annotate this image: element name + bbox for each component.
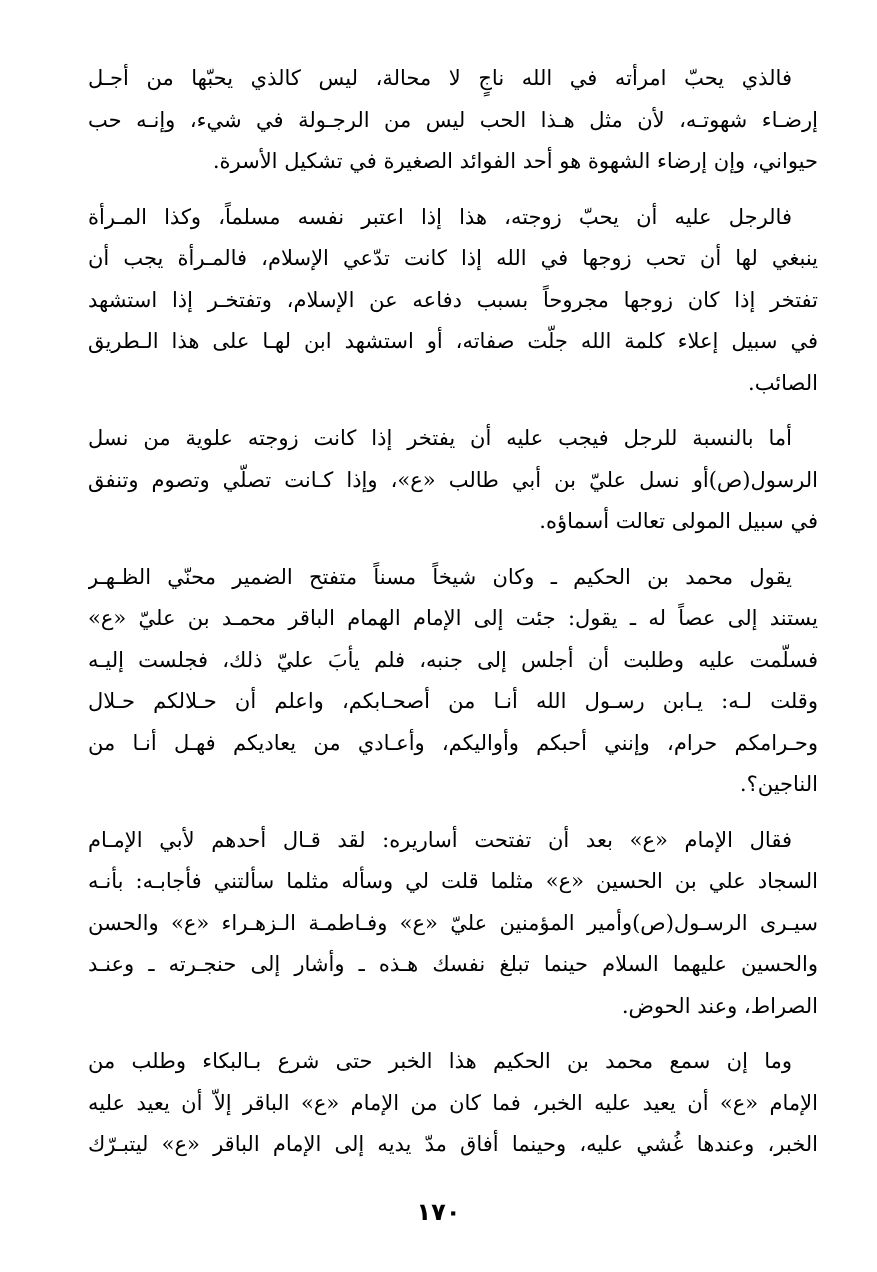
page-body [88, 58, 818, 1178]
page-number: ١٧٠ [416, 1198, 461, 1226]
text-line: تفتخر إذا كان زوجها مجروحاً بسبب دفاعه عن الإسلام، وتفتخـر إذا استشهد [88, 287, 818, 312]
text-line: ينبغي لها أن تحب زوجها في الله إذا كانت تدّعي الإسلام، فالمـرأة يجب أن [88, 246, 818, 270]
text-line: في سبيل المولى تعالت أسماؤه. [539, 509, 818, 533]
text-line: فقال الإمام «ع» بعد أن تفتحت أساريره: لقد قـال أحدهم لأبي الإمـام [88, 827, 792, 852]
text-line: وما إن سمع محمد بن الحكيم هذا الخبر حتى شرع بـالبكاء وطلب من [88, 1049, 792, 1073]
text-line: في سبيل إعلاء كلمة الله جلّت صفاته، أو استشهد ابن لهـا على هذا الـطريق [88, 329, 818, 353]
paragraph-1 [88, 58, 818, 183]
text-line: سيـرى الرسـول(ص)وأمير المؤمنين عليّ «ع» وفـاطمـة الـزهـراء «ع» والحسن [88, 910, 818, 935]
text-line: يقول محمد بن الحكيم ـ وكان شيخاً مسناً متفتح الضمير محنّي الظـهـر [88, 564, 792, 589]
paragraph-6 [88, 1041, 818, 1166]
text-line: أما بالنسبة للرجل فيجب عليه أن يفتخر إذا كانت زوجته علوية من نسل [88, 426, 792, 450]
text-line: الناجين؟. [739, 772, 818, 796]
text-line: الصائب. [748, 370, 818, 395]
text-line: حيواني، وإن إرضاء الشهوة هو أحد الفوائد الصغيرة في تشكيل الأسرة. [212, 149, 818, 173]
paragraph-3 [88, 418, 818, 543]
text-line: وحـرامكم حرام، وإنني أحبكم وأواليكم، وأعـادي من يعاديكم فهـل أنـا من [88, 730, 818, 755]
text-line: وقلت لـه: يـابن رسـول الله أنـا من أصحـابكم، واعلم أن حـلالكم حـلال [88, 689, 818, 713]
text-line: الصراط، وعند الحوض. [621, 993, 818, 1018]
text-line: السجاد علي بن الحسين «ع» مثلما قلت لي وسأله مثلما سألتني فأجابـه: بأنـه [88, 869, 818, 893]
text-line: الرسول(ص)أو نسل عليّ بن أبي طالب «ع»، وإذا كـانت تصلّي وتصوم وتنفق [88, 467, 818, 492]
text-line: فسلّمت عليه وطلبت أن أجلس إلى جنبه، فلم يأبَ عليّ ذلك، فجلست إليـه [88, 647, 818, 672]
text-line: فالرجل عليه أن يحبّ زوجته، هذا إذا اعتبر نفسه مسلماً، وكذا المـرأة [88, 204, 792, 229]
text-line: إرضـاء شهوتـه، لأن مثل هـذا الحب ليس من الرجـولة في شيء، وإنـه حب [88, 107, 818, 132]
text-line: الخبر، وعندها غُشي عليه، وحينما أفاق مدّ يديه إلى الإمام الباقر «ع» ليتبـرّك [88, 1132, 818, 1156]
paragraph-5 [88, 820, 818, 1028]
paragraph-2 [88, 197, 818, 405]
text-line: الإمام «ع» أن يعيد عليه الخبر، فما كان من الإمام «ع» الباقر إلاّ أن يعيد عليه [88, 1090, 818, 1115]
paragraph-4 [88, 557, 818, 806]
text-line: فالذي يحبّ امرأته في الله ناجٍ لا محالة، ليس كالذي يحبّها من أجـل [88, 66, 792, 90]
text-line: يستند إلى عصاً له ـ يقول: جئت إلى الإمام الهمام الباقر محمـد بن عليّ «ع» [88, 606, 818, 630]
text-line: والحسين عليهما السلام حينما تبلغ نفسك هـذه ـ وأشار إلى حنجـرته ـ وعنـد [88, 952, 818, 976]
